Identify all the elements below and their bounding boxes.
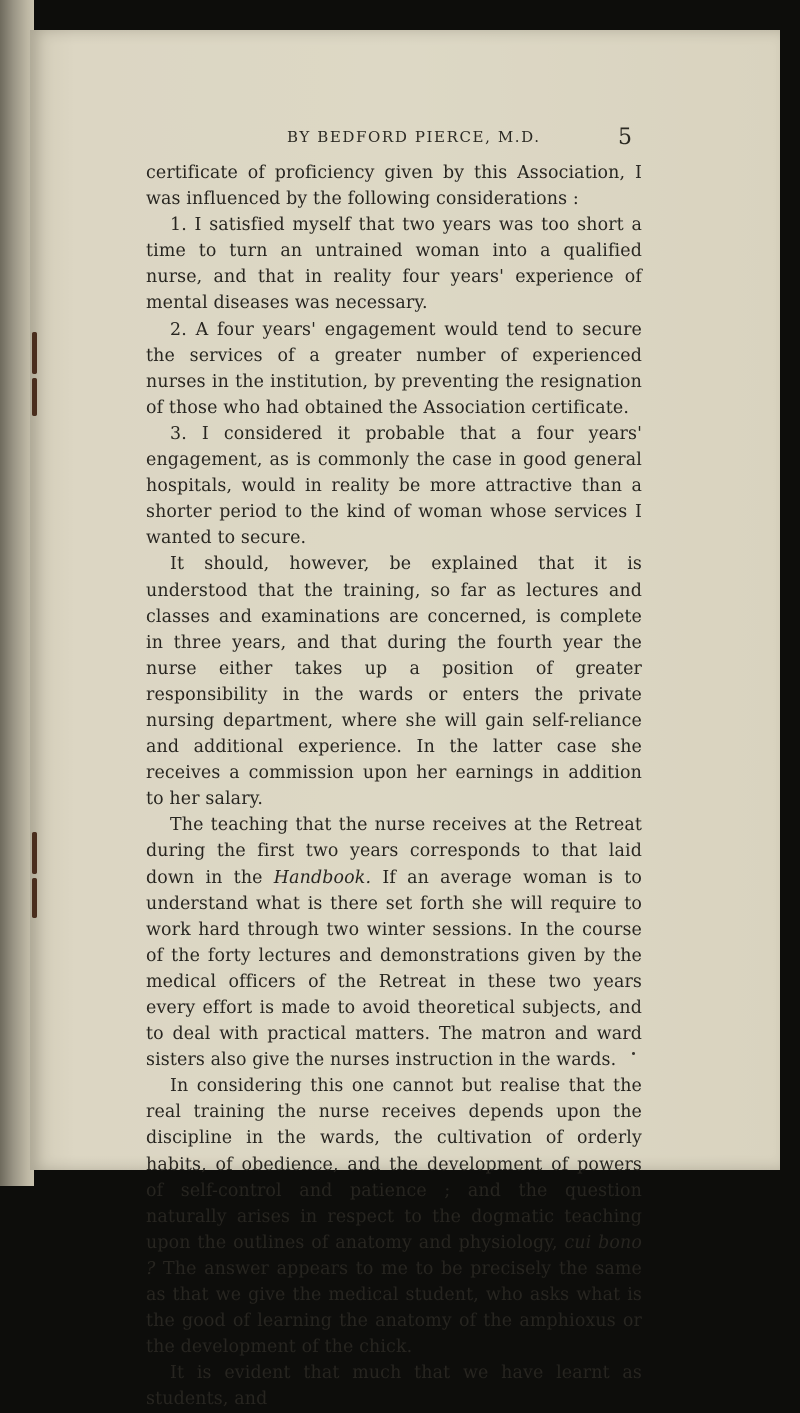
running-head: BY BEDFORD PIERCE, M.D. xyxy=(287,128,541,146)
paragraph xyxy=(146,1073,642,1360)
page-tab-marker xyxy=(32,832,37,874)
book-binding-edge xyxy=(0,0,34,1186)
paragraph-text: The teaching that the nurse receives at the Retreat during the first two years corresponds to that laid down in the xyxy=(146,815,642,888)
page-header xyxy=(0,125,800,151)
body-text xyxy=(146,160,642,1413)
paragraph: It should, however, be explained that it is understood that the training, so far as lectures and classes and examinations are concerned, is complete in three years, and that during the fourth year the nurse either takes up a position of greater responsibility in the wards or enters the private nursing department, where she will gain self-reliance and additional experience. In the latter case she receives a commission upon her earnings in addition to her salary. xyxy=(146,554,642,810)
paragraph: 2. A four years' engagement would tend to secure the services of a greater number of experienced nurses in the institution, by preventing the resignation of those who had obtained the Association certificate. xyxy=(146,319,642,418)
paragraph: It is evident that much that we have learnt as students, and xyxy=(146,1363,642,1410)
paragraph: 1. I satisfied myself that two years was too short a time to turn an untrained woman into a qualified nurse, and that in reality four years' experience of mental diseases was necessary. xyxy=(146,215,642,314)
page-tab-marker xyxy=(32,378,37,416)
paragraph-text: In considering this one cannot but realise that the real training the nurse receives depends upon the discipline in the wards, the cultivation of orderly habits, of obedience, and the development of powers of self-control and patience ; and the question naturally arises in respect to the dogmatic teaching upon the outlines of anatomy and physiology, xyxy=(146,1076,642,1253)
page-speck xyxy=(632,1052,635,1055)
paragraph xyxy=(146,812,642,1073)
page-tab-marker xyxy=(32,332,37,374)
paragraph: certificate of proficiency given by this Association, I was influenced by the following considerations : xyxy=(146,163,642,210)
paragraph-text: If an average woman is to understand what is there set forth she will require to work hard through two winter sessions. In the course of the forty lectures and demonstrations given by the medical officers of the Retreat in these two years every effort is made to avoid theoretical subjects, and to deal with practical matters. The matron and ward sisters also give the nurses instruction in the wards. xyxy=(146,867,642,1071)
italic-phrase: cui bono ? xyxy=(146,1232,642,1279)
page-tab-marker xyxy=(32,878,37,918)
page-number: 5 xyxy=(618,125,632,150)
paragraph: 3. I considered it probable that a four years' engagement, as is commonly the case in good general hospitals, would in reality be more attractive than a shorter period to the kind of woman whose services I wanted to secure. xyxy=(146,423,642,549)
italic-reference: Handbook. xyxy=(273,867,372,888)
paragraph-text: The answer appears to me to be precisely the same as that we give the medical student, who asks what is the good of learning the anatomy of the amphioxus or the development of the chick. xyxy=(146,1258,642,1358)
